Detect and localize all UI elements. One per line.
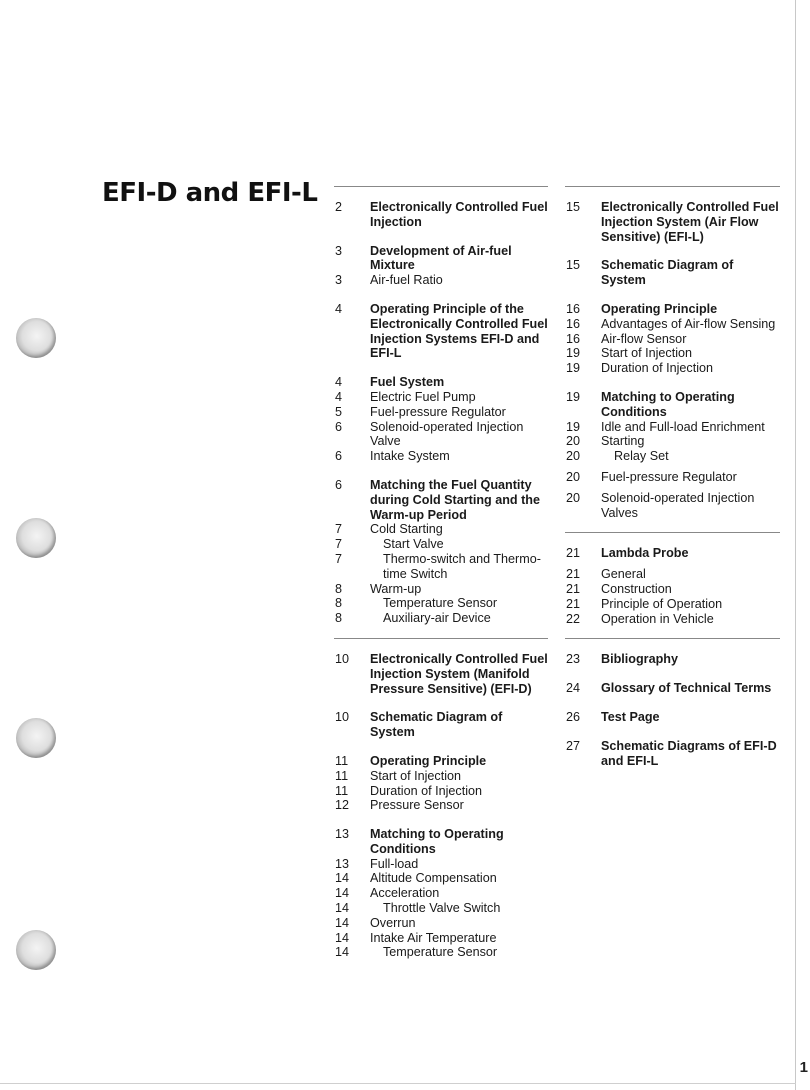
toc-page-number: 5 xyxy=(335,404,343,419)
toc-entry-title: Operating Principle xyxy=(370,753,487,768)
toc-entry xyxy=(565,361,780,376)
toc-page-number: 16 xyxy=(566,331,581,346)
toc-heading xyxy=(334,478,548,522)
toc-entry xyxy=(334,420,548,450)
toc-entry xyxy=(334,596,548,611)
toc-section xyxy=(565,546,780,626)
toc-heading xyxy=(334,375,548,390)
toc-page-number: 27 xyxy=(566,738,581,753)
toc-heading xyxy=(565,710,780,725)
toc-entry-title: Idle and Full-load Enrichment xyxy=(601,419,765,434)
toc-entry xyxy=(334,945,548,960)
toc-entry xyxy=(334,611,548,626)
toc-entry xyxy=(565,449,780,464)
toc-page-number: 8 xyxy=(335,581,343,596)
toc-page-number: 20 xyxy=(566,490,581,505)
toc-entry-title: General xyxy=(601,567,646,582)
divider xyxy=(565,638,780,639)
toc-page-number: 21 xyxy=(566,567,581,582)
toc-entry-title: Fuel System xyxy=(370,375,445,390)
divider xyxy=(565,186,780,187)
toc-page-number: 14 xyxy=(335,871,350,886)
toc-entry-title: Temperature Sensor xyxy=(383,945,498,960)
toc-section xyxy=(565,652,780,667)
toc-entry xyxy=(334,798,548,813)
toc-page-number: 21 xyxy=(566,546,581,561)
toc-entry xyxy=(565,346,780,361)
toc-entry-title: Electronically Controlled Fuel Injection xyxy=(370,200,548,229)
toc-heading xyxy=(565,546,780,561)
toc-section xyxy=(334,710,548,740)
punch-hole xyxy=(16,318,56,358)
toc-page-number: 19 xyxy=(566,389,581,404)
toc-column-1 xyxy=(334,186,548,974)
toc-entry xyxy=(334,273,548,288)
toc-entry-title: Start of Injection xyxy=(601,346,693,361)
toc-entry-title: Development of Air-fuel Mixture xyxy=(370,243,512,273)
toc-page-number: 21 xyxy=(566,581,581,596)
page-title: EFI-D and EFI-L xyxy=(102,178,318,208)
toc-page-number: 6 xyxy=(335,477,343,492)
toc-page-number: 22 xyxy=(566,611,581,626)
toc-entry xyxy=(334,886,548,901)
toc-page-number: 11 xyxy=(335,768,349,783)
toc-page-number: 13 xyxy=(335,827,350,842)
toc-entry-title: Duration of Injection xyxy=(370,783,483,798)
divider xyxy=(334,186,548,187)
toc-page-number: 7 xyxy=(335,537,343,552)
toc-entry-title: Schematic Diagram of System xyxy=(370,710,503,740)
toc-entry xyxy=(334,552,548,582)
toc-entry-title: Bibliography xyxy=(601,652,678,667)
toc-page-number: 15 xyxy=(566,258,581,273)
toc-heading xyxy=(565,258,780,288)
toc-entry-title: Acceleration xyxy=(370,886,440,901)
toc-entry-title: Matching to Operating Conditions xyxy=(370,827,504,856)
toc-page-number: 23 xyxy=(566,652,581,667)
toc-page-number: 10 xyxy=(335,710,350,725)
toc-page-number: 6 xyxy=(335,449,343,464)
toc-entry-title: Auxiliary-air Device xyxy=(383,611,491,626)
toc-entry xyxy=(334,537,548,552)
divider xyxy=(334,638,548,639)
toc-entry-title: Construction xyxy=(601,581,672,596)
toc-entry xyxy=(334,931,548,946)
toc-section xyxy=(565,302,780,376)
toc-entry-title: Solenoid-operated Injection Valves xyxy=(601,490,755,520)
toc-page-number: 4 xyxy=(335,301,343,316)
punch-hole xyxy=(16,930,56,970)
toc-heading xyxy=(334,200,548,230)
toc-entry-title: Operating Principle xyxy=(601,301,718,316)
toc-groups xyxy=(334,200,548,960)
toc-page-number: 4 xyxy=(335,375,343,390)
toc-section xyxy=(334,478,548,626)
toc-heading xyxy=(334,302,548,361)
page-edge-right xyxy=(795,0,796,1090)
toc-entry-title: Air-flow Sensor xyxy=(601,331,687,346)
toc-page-number: 26 xyxy=(566,709,581,724)
toc-heading xyxy=(334,652,548,696)
toc-entry-title: Overrun xyxy=(370,915,416,930)
toc-entry xyxy=(565,332,780,347)
toc-entry-title: Pressure Sensor xyxy=(370,798,464,813)
toc-page-number: 4 xyxy=(335,389,343,404)
toc-entry xyxy=(334,582,548,597)
toc-entry xyxy=(565,420,780,435)
toc-heading xyxy=(334,244,548,274)
toc-heading xyxy=(334,827,548,857)
toc-entry-title: Advantages of Air-flow Sensing xyxy=(601,316,776,331)
toc-entry xyxy=(334,784,548,799)
toc-page-number: 3 xyxy=(335,273,343,288)
toc-page-number: 21 xyxy=(566,596,581,611)
toc-page-number: 14 xyxy=(335,945,350,960)
divider xyxy=(565,532,780,533)
toc-heading xyxy=(565,302,780,317)
toc-entry-title: Intake Air Temperature xyxy=(370,930,497,945)
toc-page-number: 19 xyxy=(566,361,581,376)
toc-page-number: 2 xyxy=(335,200,343,214)
toc-entry-title: Electronically Controlled Fuel Injection System (Air Flow Sensitive) (EFI-L) xyxy=(601,200,779,244)
toc-entry-title: Cold Starting xyxy=(370,522,443,537)
toc-page-number: 14 xyxy=(335,901,350,916)
toc-entry-title: Matching the Fuel Quantity during Cold Starting and the Warm-up Period xyxy=(370,477,541,522)
toc-entry-title: Air-fuel Ratio xyxy=(370,273,443,288)
toc-entry-title: Electric Fuel Pump xyxy=(370,389,476,404)
toc-entry xyxy=(334,769,548,784)
toc-entry-title: Full-load xyxy=(370,856,419,871)
toc-entry xyxy=(334,449,548,464)
toc-page-number: 20 xyxy=(566,434,581,449)
toc-entry-title: Solenoid-operated Injection Valve xyxy=(370,419,524,449)
toc-page-number: 8 xyxy=(335,611,343,626)
toc-page-number: 3 xyxy=(335,243,343,258)
toc-page-number: 16 xyxy=(566,301,581,316)
toc-page-number: 14 xyxy=(335,930,350,945)
toc-page-number: 6 xyxy=(335,419,343,434)
toc-page-number: 20 xyxy=(566,469,581,484)
toc-entry-title: Intake System xyxy=(370,449,450,464)
toc-entry-title: Fuel-pressure Regulator xyxy=(370,404,506,419)
toc-entry xyxy=(334,857,548,872)
toc-page-number: 24 xyxy=(566,681,581,696)
toc-entry-title: Operating Principle of the Electronically Controlled Fuel Injection Systems EFI-D and EFI-L xyxy=(370,301,548,361)
toc-entry-title: Test Page xyxy=(601,709,660,724)
toc-heading xyxy=(334,710,548,740)
toc-entry-title: Schematic Diagrams of EFI-D and EFI-L xyxy=(601,738,777,768)
toc-section xyxy=(334,827,548,960)
toc-section xyxy=(565,390,780,520)
toc-page-number: 13 xyxy=(335,856,350,871)
toc-section xyxy=(565,681,780,696)
toc-entry xyxy=(565,612,780,627)
toc-entry-title: Glossary of Technical Terms xyxy=(601,681,772,696)
toc-entry xyxy=(334,916,548,931)
toc-entry xyxy=(334,405,548,420)
toc-heading xyxy=(565,652,780,667)
toc-section xyxy=(565,200,780,244)
toc-entry-title: Throttle Valve Switch xyxy=(383,901,501,916)
toc-heading xyxy=(565,739,780,769)
toc-entry-title: Duration of Injection xyxy=(601,361,714,376)
toc-column-2 xyxy=(565,186,780,782)
toc-entry-title: Warm-up xyxy=(370,581,422,596)
toc-page-number: 14 xyxy=(335,915,350,930)
toc-page-number: 19 xyxy=(566,346,581,361)
toc-entry xyxy=(565,567,780,582)
toc-groups xyxy=(565,200,780,768)
toc-page-number: 12 xyxy=(335,798,350,813)
toc-entry-title: Matching to Operating Conditions xyxy=(601,389,735,419)
toc-entry-title: Start of Injection xyxy=(370,768,462,783)
toc-heading xyxy=(334,754,548,769)
toc-entry-title: Principle of Operation xyxy=(601,596,723,611)
toc-heading xyxy=(565,681,780,696)
toc-section xyxy=(565,710,780,725)
toc-entry-title: Fuel-pressure Regulator xyxy=(601,469,737,484)
toc-section xyxy=(565,258,780,288)
toc-entry xyxy=(334,901,548,916)
toc-page-number: 7 xyxy=(335,551,343,566)
toc-page-number: 20 xyxy=(566,449,581,464)
toc-page-number: 7 xyxy=(335,522,343,537)
toc-entry-title: Temperature Sensor xyxy=(383,596,498,611)
page-edge-bottom xyxy=(0,1083,796,1084)
toc-entry xyxy=(565,582,780,597)
toc-entry-title: Lambda Probe xyxy=(601,546,689,561)
toc-heading xyxy=(565,200,780,244)
toc-section xyxy=(334,200,548,230)
toc-page-number: 19 xyxy=(566,419,581,434)
toc-entry xyxy=(565,470,780,485)
toc-entry-title: Operation in Vehicle xyxy=(601,611,714,626)
toc-section xyxy=(334,652,548,696)
toc-page-number: 14 xyxy=(335,886,350,901)
toc-entry xyxy=(565,317,780,332)
toc-heading xyxy=(565,390,780,420)
toc-entry xyxy=(565,434,780,449)
toc-entry-title: Starting xyxy=(601,434,645,449)
punch-hole xyxy=(16,718,56,758)
toc-section xyxy=(334,302,548,361)
toc-section xyxy=(565,739,780,769)
toc-page-number: 15 xyxy=(566,200,581,214)
toc-entry-title: Start Valve xyxy=(383,537,444,552)
toc-entry xyxy=(565,491,780,521)
toc-entry-title: Schematic Diagram of System xyxy=(601,258,734,288)
punch-hole xyxy=(16,518,56,558)
page-number: 1 xyxy=(799,1059,808,1076)
toc-entry xyxy=(565,597,780,612)
toc-entry-title: Relay Set xyxy=(614,449,669,464)
toc-page-number: 16 xyxy=(566,316,581,331)
toc-section xyxy=(334,754,548,813)
toc-page-number: 11 xyxy=(335,753,349,768)
toc-section xyxy=(334,375,548,464)
toc-page-number: 10 xyxy=(335,651,350,666)
toc-entry xyxy=(334,871,548,886)
toc-entry-title: Altitude Compensation xyxy=(370,871,497,886)
toc-entry-title: Thermo-switch and Thermo-time Switch xyxy=(383,551,541,581)
toc-page-number: 8 xyxy=(335,596,343,611)
toc-section xyxy=(334,244,548,288)
toc-page-number: 11 xyxy=(335,783,349,798)
toc-entry-title: Electronically Controlled Fuel Injection System (Manifold Pressure Sensitive) (EFI-D) xyxy=(370,651,548,696)
toc-entry xyxy=(334,522,548,537)
toc-entry xyxy=(334,390,548,405)
